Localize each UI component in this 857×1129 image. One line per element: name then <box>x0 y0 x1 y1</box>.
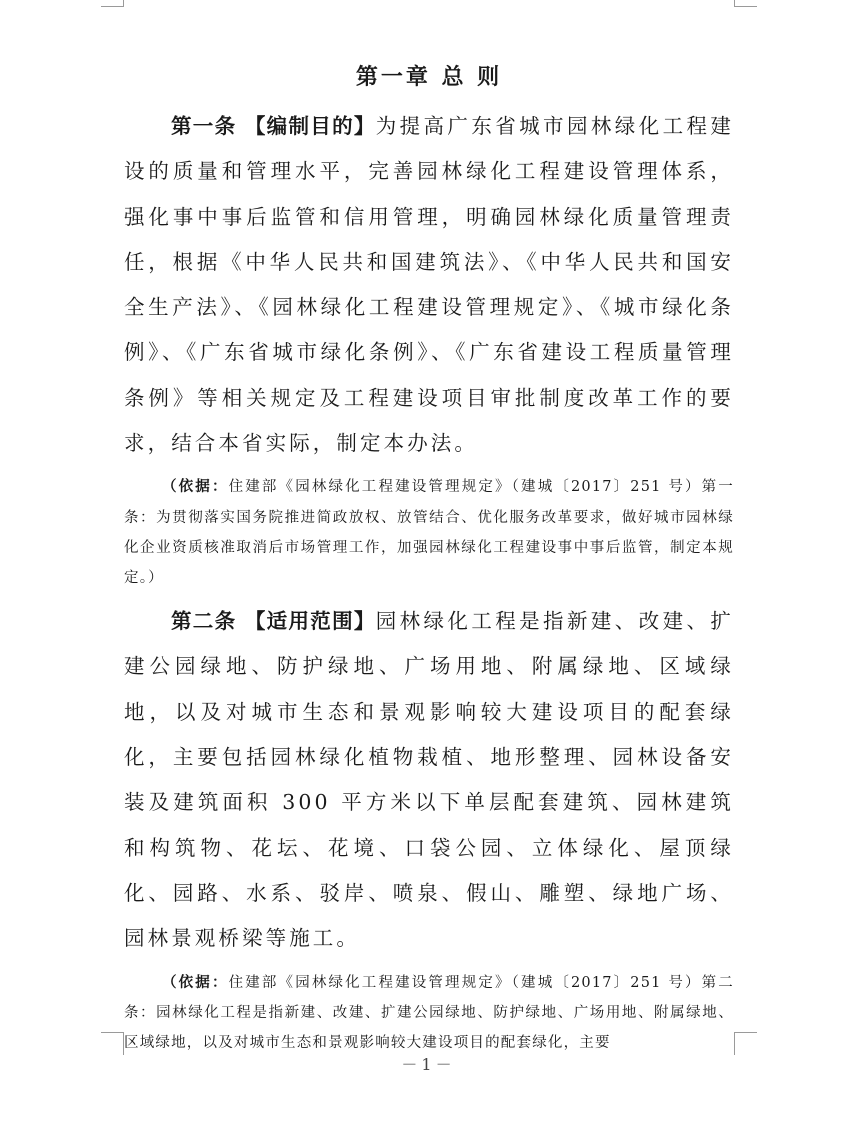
page-number: －1－ <box>401 1055 456 1074</box>
chapter-title: 第一章 总 则 <box>355 65 503 90</box>
basis-text: 住建部《园林绿化工程建设管理规定》（建城〔2017〕251 号）第一条：为贯彻落实国务院推进简政放权、放管结合、优化服务改革要求，做好城市园林绿化企业资质核准取消后市场管理工作，加强园林绿化工程建设事中事后监管，制定本规定。） <box>124 479 734 586</box>
article-1 <box>124 104 734 593</box>
crop-mark-top-left <box>101 0 124 7</box>
article-2 <box>124 599 734 1058</box>
basis-text: 住建部《园林绿化工程建设管理规定》（建城〔2017〕251 号）第二条：园林绿化工程是指新建、改建、扩建公园绿地、防护绿地、广场用地、附属绿地、区域绿地，以及对城市生态和景观影响较大建设项目的配套绿化，主要 <box>124 974 734 1051</box>
page-content <box>124 60 734 1064</box>
basis-note <box>124 968 734 1059</box>
crop-mark-top-right <box>734 0 757 7</box>
article-body: 为提高广东省城市园林绿化工程建设的质量和管理水平，完善园林绿化工程建设管理体系，强化事中事后监管和信用管理，明确园林绿化质量管理责任，根据《中华人民共和国建筑法》、《中华人民共和国安全生产法》、《园林绿化工程建设管理规定》、《城市绿化条例》、《广东省城市绿化条例》、《广东省建设工程质量管理条例》等相关规定及工程建设项目审批制度改革工作的要求，结合本省实际，制定本办法。 <box>124 114 734 456</box>
article-heading: 第一条 【编制目的】 <box>171 114 376 138</box>
article-paragraph <box>124 104 734 466</box>
article-body: 园林绿化工程是指新建、改建、扩建公园绿地、防护绿地、广场用地、附属绿地、区域绿地，以及对城市生态和景观影响较大建设项目的配套绿化，主要包括园林绿化植物栽植、地形整理、园林设备安装及建筑面积 300 平方米以下单层配套建筑、园林建筑和构筑物、花坛、花境、口袋公园、立体绿化、屋顶绿化、园路、水系、驳岸、喷泉、假山、雕塑、绿地广场、园林景观桥梁等施工。 <box>124 609 734 951</box>
article-heading: 第二条 【适用范围】 <box>171 609 376 634</box>
article-paragraph <box>124 599 734 961</box>
basis-label: （依据： <box>162 974 229 991</box>
basis-label: （依据： <box>162 479 229 496</box>
basis-note <box>124 472 734 593</box>
